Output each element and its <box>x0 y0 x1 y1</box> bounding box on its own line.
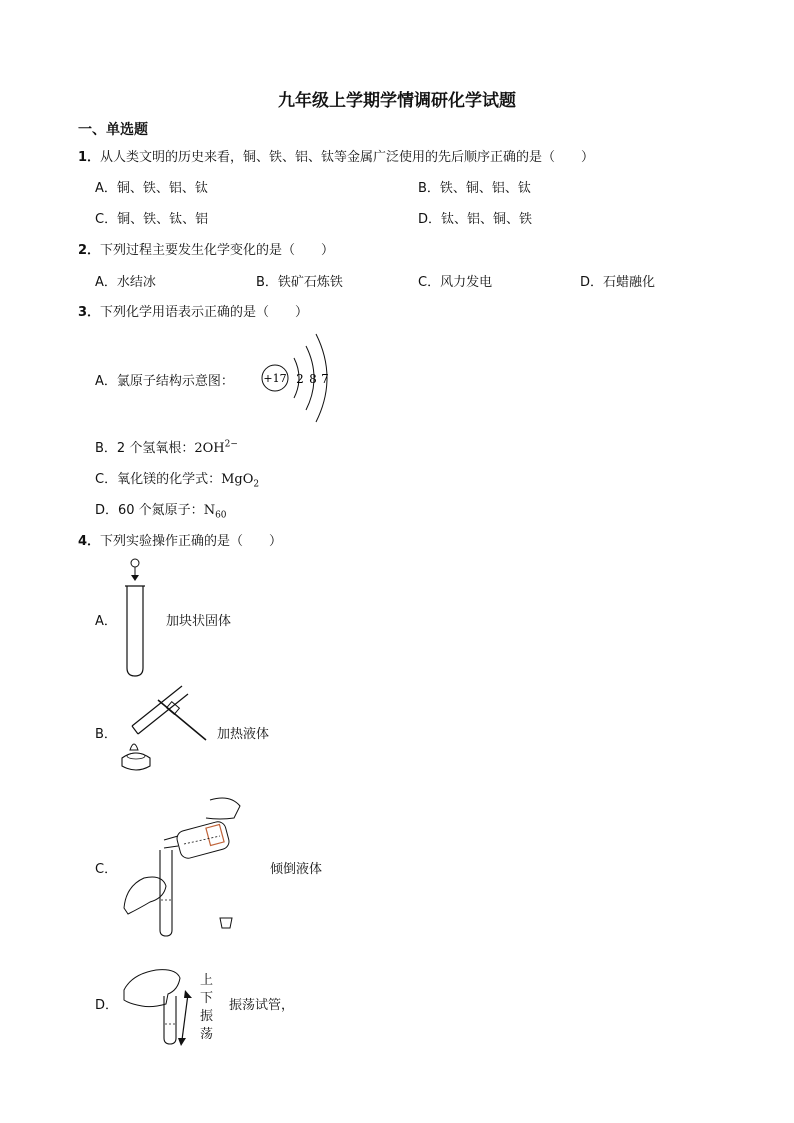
question-number: 1． <box>78 150 101 165</box>
shell-1-electrons: 2 <box>296 372 304 386</box>
charge: 2− <box>224 439 238 450</box>
question-2 <box>78 239 334 258</box>
question-number: 2． <box>78 243 101 258</box>
subscript: 2 <box>253 479 260 490</box>
q4-option-c[interactable]: C． <box>95 862 118 877</box>
q4-option-c-text: 倾倒液体 <box>270 862 323 877</box>
q1-option-b[interactable]: B．铁、铜、铝、钛 <box>418 181 531 196</box>
question-stem: 从人类文明的历史来看，铜、铁、铝、钛等金属广泛使用的先后顺序正确的是（ ） <box>100 150 595 165</box>
q1-option-c[interactable]: C．铜、铁、钛、铝 <box>95 212 209 227</box>
question-4 <box>78 530 282 549</box>
shake-direction-label <box>200 972 216 1044</box>
q4-option-b-text: 加热液体 <box>217 727 270 742</box>
heat-liquid-illustration <box>118 682 213 777</box>
pour-liquid-illustration <box>120 790 250 940</box>
q2-option-a[interactable]: A．水结冰 <box>95 275 156 290</box>
add-solid-illustration <box>120 555 150 680</box>
formula: 2OH <box>194 441 225 456</box>
question-stem: 下列实验操作正确的是（ ） <box>100 534 283 549</box>
question-1 <box>78 146 594 165</box>
shake-tube-illustration <box>122 964 197 1049</box>
q1-option-d[interactable]: D．钛、铝、铜、铁 <box>418 212 533 227</box>
section-heading: 一、单选题 <box>78 122 148 138</box>
option-text: B．2 个氢氧根： <box>95 441 195 456</box>
q4-option-a-text: 加块状固体 <box>166 614 232 629</box>
q4-option-d[interactable]: D． <box>95 998 119 1013</box>
question-stem: 下列过程主要发生化学变化的是（ ） <box>100 243 335 258</box>
q2-option-b[interactable]: B．铁矿石炼铁 <box>256 275 343 290</box>
q3-option-d[interactable] <box>95 499 227 521</box>
q4-option-d-text: 振荡试管， <box>229 998 295 1013</box>
direction-char: 上 <box>200 973 214 988</box>
q4-option-b[interactable]: B． <box>95 727 117 742</box>
question-number: 3． <box>78 305 101 320</box>
subscript: 60 <box>215 510 227 521</box>
q2-option-c[interactable]: C．风力发电 <box>418 275 493 290</box>
question-3 <box>78 301 308 320</box>
nucleus-label: +17 <box>263 372 287 385</box>
option-text: D．60 个氮原子： <box>95 503 204 518</box>
q3-option-b[interactable] <box>95 437 238 456</box>
q2-option-d[interactable]: D．石蜡融化 <box>580 275 656 290</box>
direction-char: 荡 <box>200 1027 214 1042</box>
formula: N <box>203 503 216 518</box>
shell-3-electrons: 7 <box>321 372 329 386</box>
formula: MgO <box>221 472 254 487</box>
direction-char: 振 <box>200 1009 214 1024</box>
question-stem: 下列化学用语表示正确的是（ ） <box>100 305 309 320</box>
q3-option-a[interactable]: A．氯原子结构示意图： <box>95 374 234 389</box>
q4-option-a[interactable]: A． <box>95 614 117 629</box>
question-number: 4． <box>78 534 101 549</box>
chlorine-atom-diagram <box>258 330 338 425</box>
shell-2-electrons: 8 <box>309 372 317 386</box>
q1-option-a[interactable]: A．铜、铁、铝、钛 <box>95 181 208 196</box>
direction-char: 下 <box>200 991 214 1006</box>
q3-option-c[interactable] <box>95 468 259 490</box>
page-title: 九年级上学期学情调研化学试题 <box>278 91 516 111</box>
option-text: C．氧化镁的化学式： <box>95 472 222 487</box>
